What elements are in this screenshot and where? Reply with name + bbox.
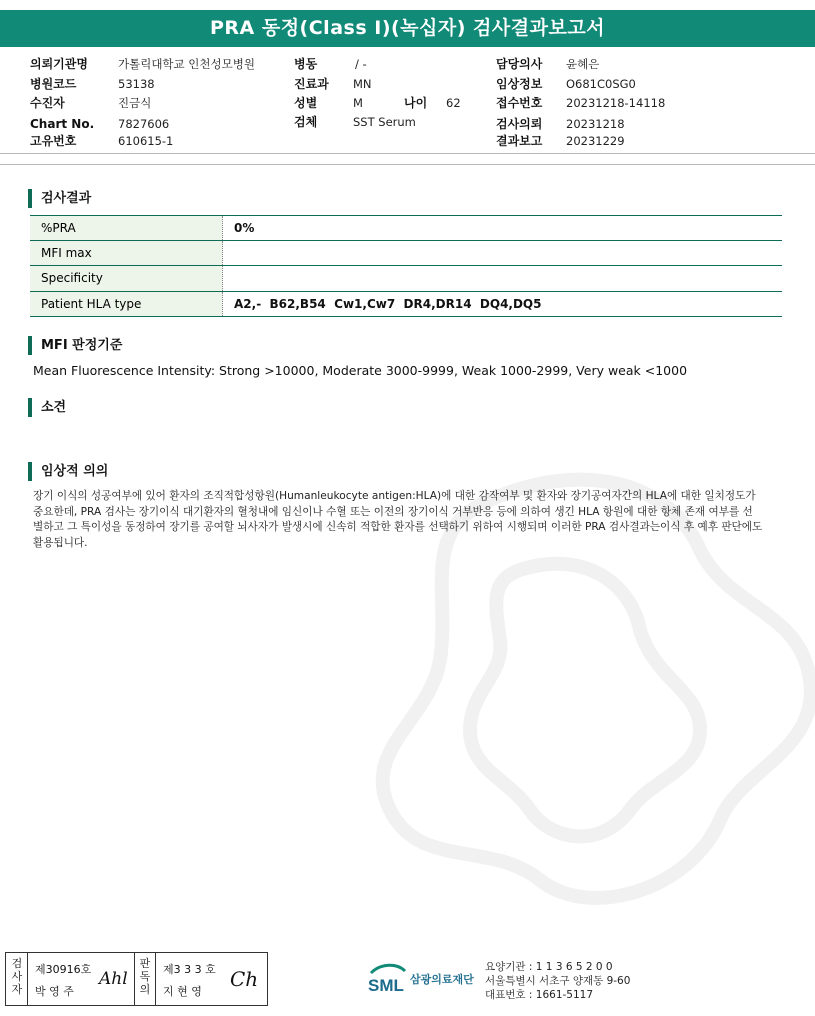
unique-label: 고유번호	[30, 134, 77, 148]
org-address: 서울특별시 서초구 양재동 9-60	[485, 975, 631, 987]
age-value: 62	[446, 96, 461, 110]
results-table	[30, 215, 782, 317]
result-row-specificity	[30, 266, 782, 292]
request-value: 20231218	[566, 117, 625, 131]
section-title-opinion: 소견	[28, 398, 66, 417]
org-name: 삼광의료재단	[410, 973, 474, 986]
sml-logo-letters: SML	[368, 976, 404, 995]
doctor-label: 담당의사	[496, 57, 543, 71]
examiner-license: 제30916호	[35, 963, 92, 976]
chart-value: 7827606	[118, 117, 170, 131]
result-label: Patient HLA type	[30, 292, 223, 317]
specimen-label: 검체	[294, 115, 318, 129]
clinical-significance-text: 장기 이식의 성공여부에 있어 환자의 조직적합성항원(Humanleukocyte antigen:HLA)에 대한 감작여부 및 환자와 장기공여자간의 HLA에 대한 일치정도가 중요한데, PRA 검사는 장기이식 대기환자의 혈청내에 임신이나 수혈 또는 이전의 장기이식 거부반응 등에 의하여 생긴 HLA 항원에 대한 항체 존재 여부를 선별하고 그 특이성을 동정하여 장기를 공여할 뇌사자가 발생시에 신속히 적합한 환자를 선택하기 위하여 시행되며 이러한 PRA 검사결과는이식 후 예후 판단에도 활용됩니다.	[33, 490, 763, 549]
age-label: 나이	[404, 96, 428, 110]
clinical-info-value: O681C0SG0	[566, 77, 636, 91]
result-value: A2,- B62,B54 Cw1,Cw7 DR4,DR14 DQ4,DQ5	[234, 296, 542, 311]
section-title-mfi: MFI 판정기준	[28, 336, 122, 355]
result-row-hla-type	[30, 292, 782, 318]
result-row-pra	[30, 215, 782, 241]
lab-info	[485, 960, 630, 1002]
request-label: 검사의뢰	[496, 117, 543, 131]
sex-label: 성별	[294, 96, 318, 110]
chart-label: Chart No.	[30, 117, 95, 131]
sml-logo	[367, 963, 409, 1001]
result-value	[223, 266, 782, 291]
section-title-clinical: 임상적 의의	[28, 462, 108, 481]
patient-label: 수진자	[30, 96, 65, 110]
clinical-info-label: 임상정보	[496, 77, 543, 91]
examiner-vertical-label: 검사자	[11, 957, 23, 996]
sex-value: M	[353, 96, 363, 110]
result-value: 0%	[234, 221, 255, 235]
hospital-code-label: 병원코드	[30, 77, 77, 91]
hospital-code-value: 53138	[118, 77, 155, 91]
ward-value: / -	[355, 57, 367, 71]
result-row-mfi-max	[30, 241, 782, 267]
sml-logo-icon	[367, 963, 409, 997]
receipt-value: 20231218-14118	[566, 96, 666, 110]
unique-value: 610615-1	[118, 134, 174, 148]
reviewer-signature: Ch	[230, 967, 259, 991]
receipt-label: 접수번호	[496, 96, 543, 110]
dept-label: 진료과	[294, 77, 329, 91]
report-title: PRA 동정(Class I)(녹십자) 검사결과보고서	[0, 10, 815, 47]
signature-box	[5, 952, 268, 1006]
mfi-criteria-text: Mean Fluorescence Intensity: Strong >10000, Moderate 3000-9999, Weak 1000-2999, Very weak <1000	[33, 363, 688, 378]
reviewer-name: 지 현 영	[163, 985, 202, 998]
result-label: %PRA	[30, 216, 223, 240]
report-date-label: 결과보고	[496, 134, 543, 148]
dept-value: MN	[353, 77, 372, 91]
examiner-signature: Ahl	[99, 969, 128, 989]
result-label: MFI max	[30, 241, 223, 266]
org-phone: 대표번호 : 1661-5117	[485, 989, 594, 1001]
report-date-value: 20231229	[566, 134, 625, 148]
reviewer-license: 제3 3 3 호	[163, 963, 216, 976]
institution-label: 의뢰기관명	[30, 57, 88, 71]
reviewer-vertical-label: 판독의	[139, 957, 151, 996]
result-label: Specificity	[30, 266, 223, 291]
institution-value: 가톨릭대학교 인천성모병원	[118, 57, 255, 71]
examiner-name: 박 영 주	[35, 985, 74, 998]
patient-value: 진금식	[118, 96, 152, 110]
result-value	[223, 241, 782, 266]
org-code: 요양기관 : 1 1 3 6 5 2 0 0	[485, 961, 613, 973]
specimen-value: SST Serum	[353, 115, 416, 129]
doctor-value: 윤혜은	[566, 57, 600, 71]
section-title-results: 검사결과	[28, 189, 91, 208]
ward-label: 병동	[294, 57, 318, 71]
header-divider-top	[0, 153, 815, 154]
header-divider-bottom	[0, 164, 815, 165]
